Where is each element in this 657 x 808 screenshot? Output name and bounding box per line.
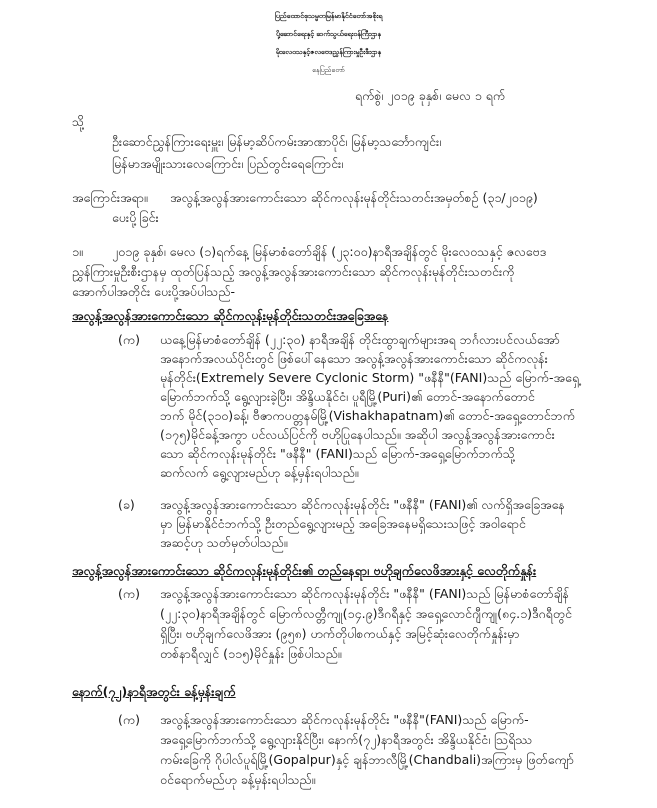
- section2-item-a-line-3: ရှိပြီး၊ ဗဟိုချက်လေဖိအား (၉၅၈) ဟက်တိုပါစကယ်နှင့် အမြင့်ဆုံးလေတိုက်နှုန်းမှာ: [160, 626, 520, 641]
- section-heading-location: အလွန့်အလွန်အားကောင်းသော ဆိုင်ကလုန်းမုန်တိုင်း၏ တည်နေရာ၊ ဗဟိုချက်လေဖိအားနှင့် လေတိုက်နှုန်း: [72, 563, 537, 578]
- section2-item-a-line-2: (၂၂:၃၀)နာရီအချိန်တွင် မြောက်လတ္တီကျု(၁၄.၉)ဒီဂရီနှင့် အရှေ့လောင်ဂျီကျု(၈၄.၁)ဒီဂရီတွင်: [160, 606, 572, 621]
- item-marker: (က): [118, 586, 140, 601]
- intro-line-1: ၂၀၁၉ ခုနှစ်၊ မေလ (၁)ရက်နေ့ မြန်မာစံတော်ချိန် (၂၃:၀၀)နာရီအချိန်တွင် မိုးလေဝသနှင့် ဇလဗေဒ: [112, 244, 547, 259]
- section1-item-a-line-7: သော ဆိုင်ကလုန်းမုန်တိုင်း "ဖနီနီ" (FANI)သည် မြောက်-အရှေ့မြောက်ဘက်သို့: [160, 446, 515, 461]
- item-marker: (က): [118, 332, 140, 347]
- intro-line-2: ညွှန်ကြားမှုဦးစီးဌာနမှ ထုတ်ပြန်သည့် အလွန့်အလွန်အားကောင်းသော ဆိုင်ကလုန်းမုန်တိုင်းသတင်းကို: [72, 264, 515, 279]
- section1-item-b-line-2: မှာ မြန်မာနိုင်ငံဘက်သို့ ဦးတည်ရွေ့လျားမည့် အခြေအနေမရှိသေးသဖြင့် အဝါရောင်: [160, 516, 526, 531]
- section-heading-forecast: နောက်(၇၂)နာရီအတွင်း ခန့်မှန်းချက်: [72, 684, 236, 699]
- section1-item-a-line-6: (၁၇၅)မိုင်ခန့်အကွာ ပင်လယ်ပြင်ကို ဗဟိုပြုနေပါသည်။ အဆိုပါ အလွန့်အလွန်အားကောင်း: [160, 427, 555, 442]
- section3-item-a-line-1: အလွန့်အလွန်အားကောင်းသော ဆိုင်ကလုန်းမုန်တိုင်း "ဖနီနီ"(FANI)သည် မြောက်-: [160, 712, 529, 727]
- section3-item-a-line-3: ကမ်းခြေကို ဂိုပါလ်ပူရ်မြို့(Gopalpur)နှင့် ချန်ဘာလီမြို့(Chandbali)အကြားမှ ဖြတ်ကျော်: [160, 752, 574, 767]
- document-date: ရက်စွဲ၊ ၂၀၁၉ ခုနှစ်၊ မေလ ၁ ရက်: [355, 88, 506, 103]
- section2-item-a-line-4: တစ်နာရီလျှင် (၁၁၅)မိုင်နှုန်း ဖြစ်ပါသည်။: [160, 646, 342, 661]
- recipient-line-1: ဦးဆောင်ညွှန်ကြားရေးမှူး၊ မြန်မာ့ဆိပ်ကမ်းအာဏာပိုင်၊ မြန်မာ့သင်္ဘောကျင်း၊: [112, 134, 442, 149]
- section1-item-a-line-4: မြောက်ဘက်သို့ ရွေ့လျားခဲ့ပြီး၊ အိန္ဒိယနိုင်ငံ၊ ပူရီမြို့(Puri)၏ တောင်-အနောက်တောင်: [160, 389, 535, 404]
- section2-item-a-line-1: အလွန့်အလွန်အားကောင်းသော ဆိုင်ကလုန်းမုန်တိုင်း "ဖနီနီ" (FANI)သည် မြန်မာစံတော်ချိန်: [160, 586, 570, 601]
- item-marker: (ခ): [118, 497, 135, 512]
- section1-item-b-line-1: အလွန့်အလွန်အားကောင်းသော ဆိုင်ကလုန်းမုန်တိုင်း "ဖနီနီ" (FANI)၏ လက်ရှိအခြေအနေ: [160, 497, 565, 512]
- subject-line-1: အလွန့်အလွန်အားကောင်းသော ဆိုင်ကလုန်းမုန်တိုင်းသတင်းအမှတ်စဉ် (၃၁/၂၀၁၉): [170, 190, 538, 205]
- header-line-ministry: ပို့ဆောင်ရေးနှင့် ဆက်သွယ်ရေးဝန်ကြီးဌာန: [275, 30, 382, 38]
- recipient-to-label: သို့: [72, 114, 85, 129]
- header-line-city: နေပြည်တော်: [312, 66, 345, 74]
- section1-item-a-line-2: အနောက်အလယ်ပိုင်းတွင် ဖြစ်ပေါ်နေသော အလွန့်အလွန်အားကောင်းသော ဆိုင်ကလုန်း: [160, 351, 548, 366]
- subject-line-2: ပေးပို့ခြင်း: [112, 210, 159, 225]
- paragraph-number: ၁။: [72, 244, 83, 259]
- recipient-line-2: မြန်မာအမျိုးသားလေကြောင်း၊ ပြည်တွင်းရေကြောင်း၊: [112, 156, 344, 171]
- section1-item-a-line-3: မုန်တိုင်း(Extremely Severe Cyclonic Storm) "ဖနီနီ"(FANI)သည် မြောက်-အရှေ့: [160, 370, 580, 385]
- section1-item-a-line-5: ဘက် မိုင်(၃၁၀)ခန့်၊ ဗီဇာကပတ္တနမ်မြို့(Vishakhapatnam)၏ တောင်-အရှေ့တောင်ဘက်: [160, 408, 575, 423]
- section1-item-a-line-8: ဆက်လက် ရွေ့လျားမည်ဟု ခန့်မှန်းရပါသည်။: [160, 465, 359, 480]
- subject-label: အကြောင်းအရာ။: [72, 190, 148, 205]
- section1-item-a-line-1: ယနေ့မြန်မာစံတော်ချိန် (၂၂:၃၀) နာရီအချိန် တိုင်းထွာချက်များအရ ဘင်္ဂလားပင်လယ်အော်: [160, 332, 560, 347]
- item-marker: (က): [118, 712, 140, 727]
- header-line-government: ပြည်ထောင်စုသမ္မတမြန်မာနိုင်ငံတော်အစိုးရ: [274, 12, 383, 20]
- section3-item-a-line-4: ဝင်ရောက်မည်ဟု ခန့်မှန်းရပါသည်။: [160, 772, 316, 787]
- section3-item-a-line-2: အရှေ့မြောက်ဘက်သို့ ရွေ့လျားနိုင်ပြီး၊ နောက်(၇၂)နာရီအတွင်း အိန္ဒိယနိုင်ငံ၊ ဩရိဿ: [160, 732, 533, 747]
- intro-line-3: အောက်ပါအတိုင်း ပေးပို့အပ်ပါသည်-: [72, 284, 235, 299]
- section-heading-status: အလွန့်အလွန်အားကောင်းသော ဆိုင်ကလုန်းမုန်တိုင်းသတင်းအခြေအနေ: [72, 308, 389, 323]
- section1-item-b-line-3: အဆင့်ဟု သတ်မှတ်ပါသည်။: [160, 535, 288, 550]
- header-line-department: မိုးလေဝသနှင့်ဇလဗေဒညွှန်ကြားမှုဦးစီးဌာန: [275, 48, 382, 56]
